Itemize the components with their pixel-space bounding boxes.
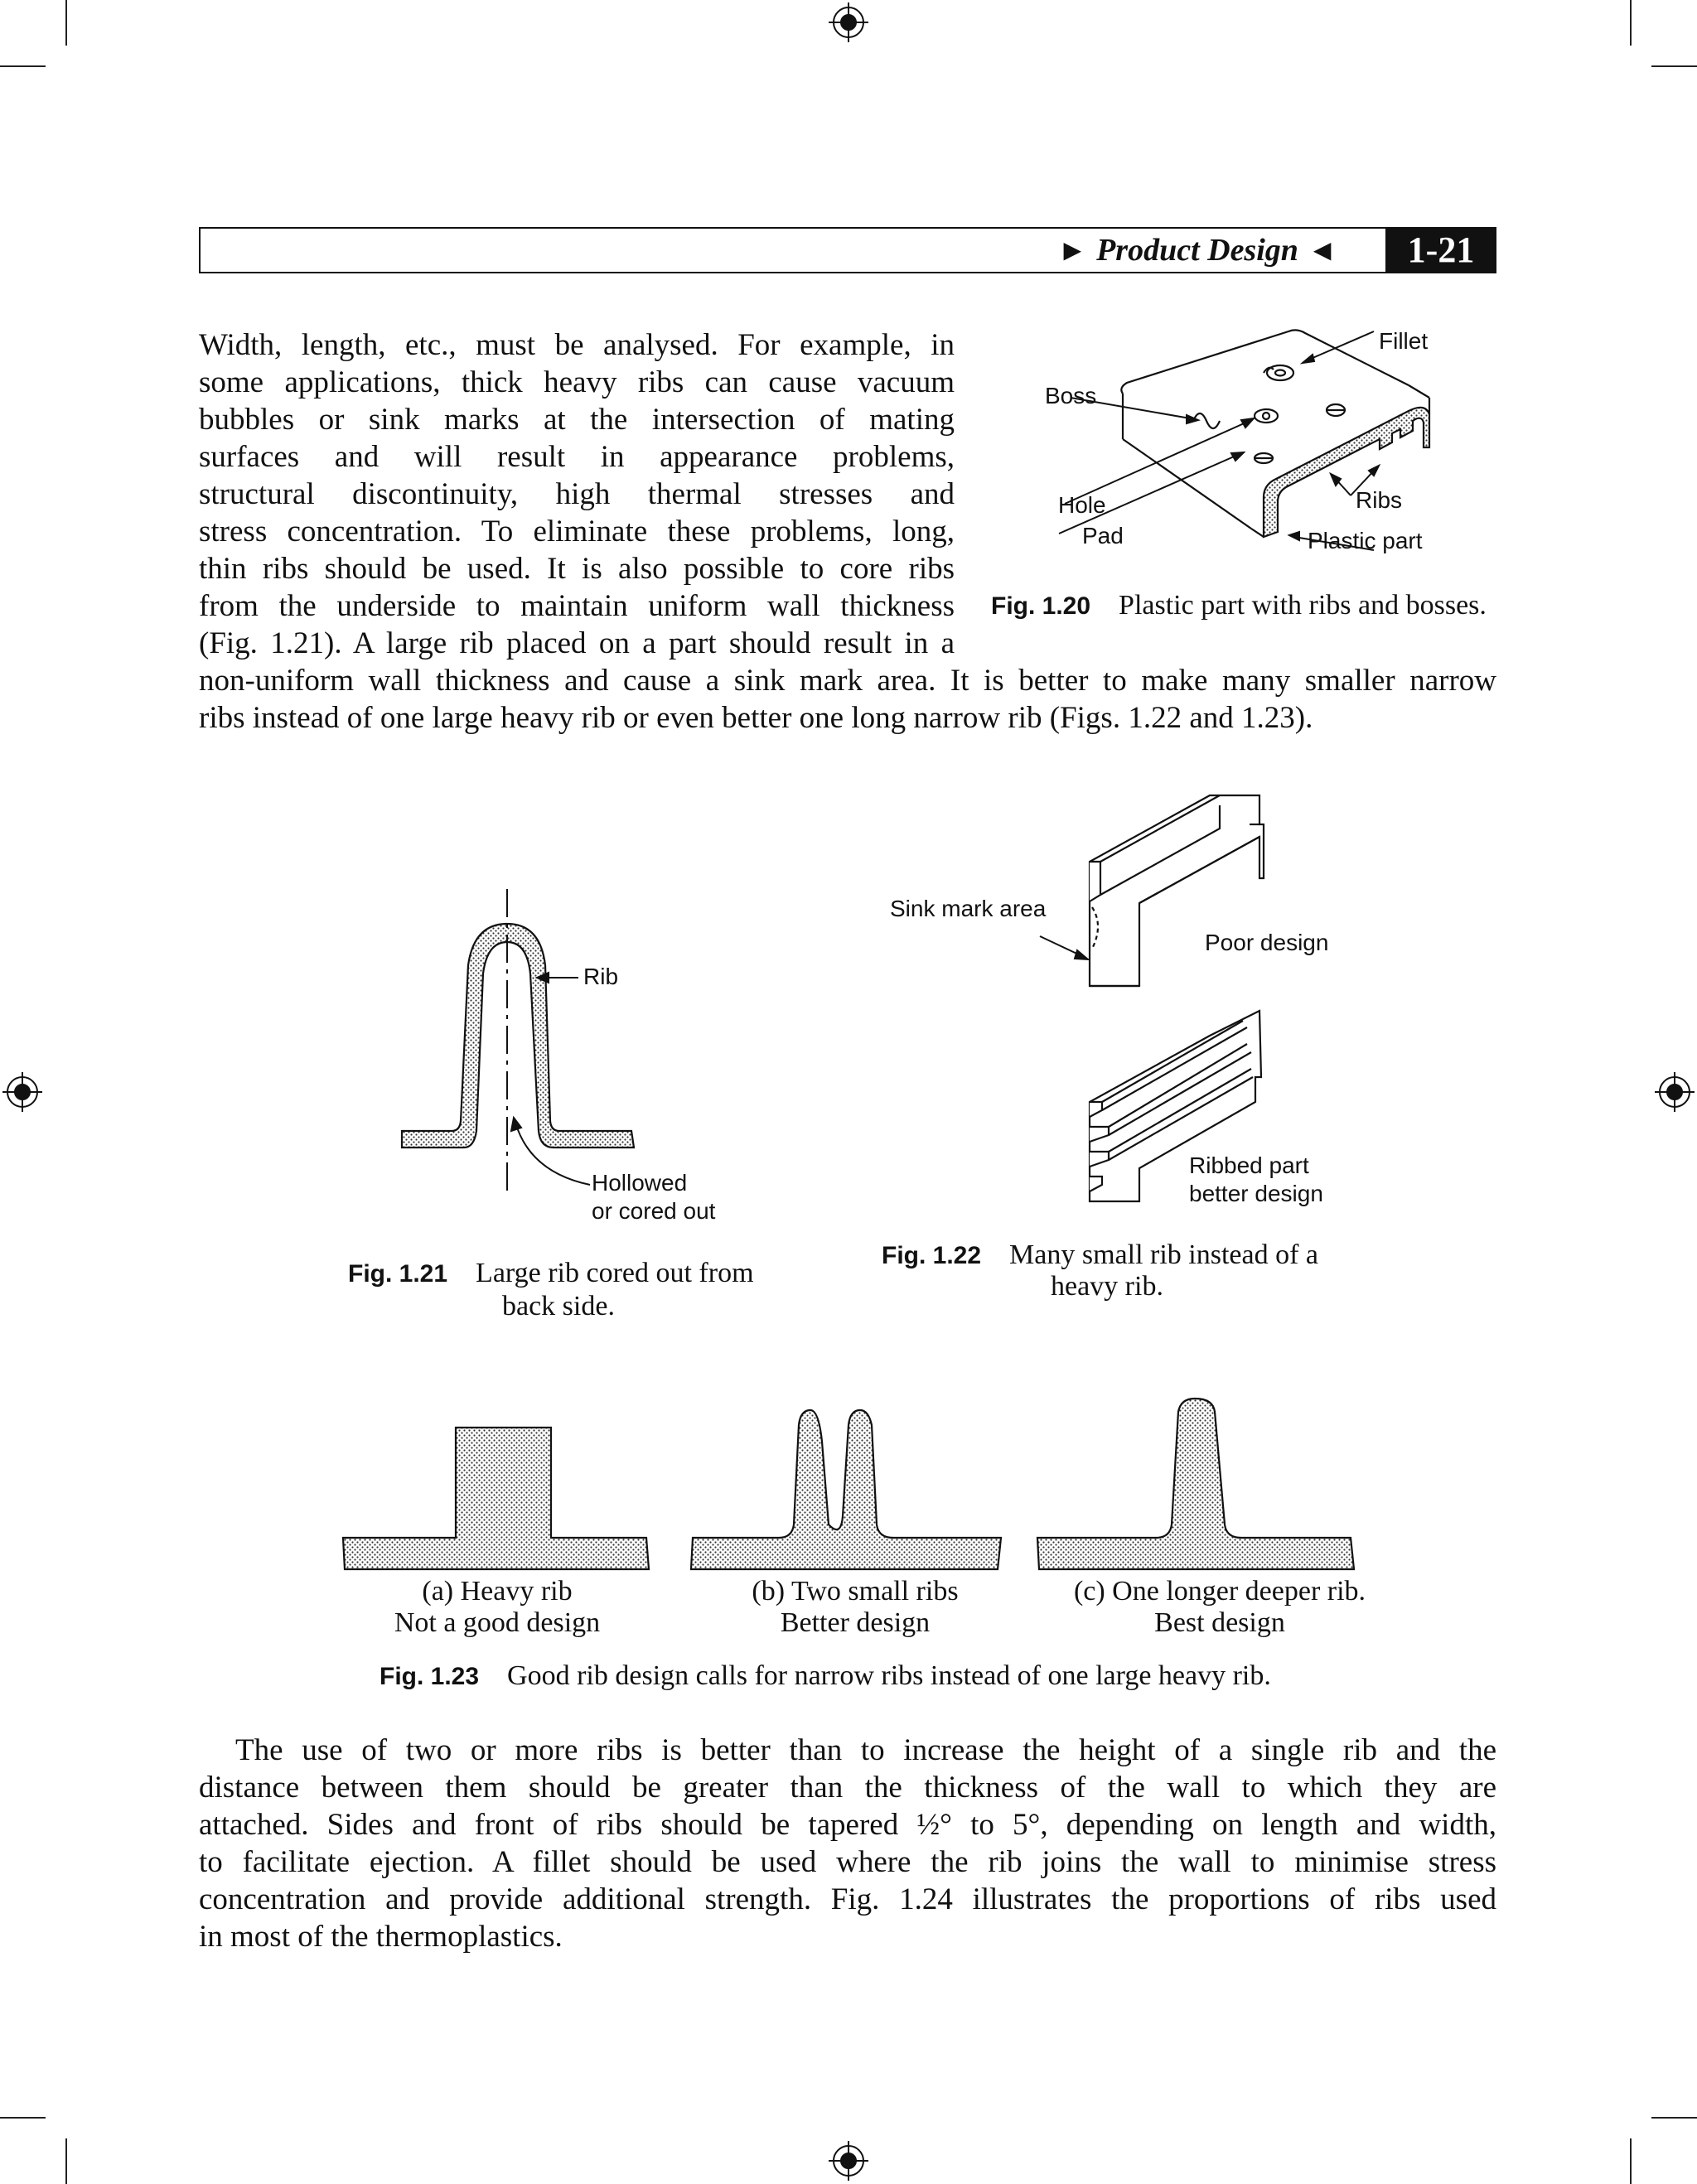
text-line: thin ribs should be used. It is also possible to core ribs xyxy=(199,552,955,586)
fig-1-21-caption-cont: back side. xyxy=(502,1291,615,1322)
text-line: bubbles or sink marks at the intersection of mating xyxy=(199,403,955,437)
text-line: in most of the thermoplastics. xyxy=(199,1920,563,1954)
fig-1-23-label-c-line2: Best design xyxy=(1154,1607,1285,1638)
fig-1-20-label-boss: Boss xyxy=(1045,383,1097,408)
text-line: The use of two or more ribs is better than to increase the height of a single rib and the xyxy=(235,1733,1496,1767)
figure-number: Fig. 1.23 xyxy=(380,1663,480,1690)
fig-1-23-long-rib xyxy=(1037,1399,1354,1569)
fig-1-22-label-poor-design: Poor design xyxy=(1205,930,1329,955)
fig-1-21-label-rib: Rib xyxy=(583,964,619,989)
fig-1-23-label-a xyxy=(331,1576,663,1639)
fig-1-23-caption xyxy=(380,1660,1271,1692)
registration-mark-right xyxy=(1655,1072,1695,1112)
fig-1-20-label-pad: Pad xyxy=(1082,523,1124,548)
triangle-right-icon: ▶ xyxy=(1063,238,1082,263)
fig-1-23-label-a-line2: Not a good design xyxy=(394,1607,601,1638)
fig-1-23-heavy-rib xyxy=(343,1428,649,1569)
text-line: ribs instead of one large heavy rib or even better one long narrow rib (Figs. 1.22 and 1.23). xyxy=(199,701,1313,735)
figure-caption-text: Large rib cored out from xyxy=(476,1258,754,1288)
fig-1-22-drawing xyxy=(1036,787,1301,1210)
text-line: Width, length, etc., must be analysed. For example, in xyxy=(199,328,955,362)
text-line: from the underside to maintain uniform wall thickness xyxy=(199,589,955,623)
fig-1-22-caption-cont: heavy rib. xyxy=(1051,1271,1163,1302)
text-line: non-uniform wall thickness and cause a sink mark area. It is better to make many smaller narrow xyxy=(199,664,1496,698)
figure-number: Fig. 1.20 xyxy=(991,592,1091,620)
fig-1-21-label-hollowed: Hollowed xyxy=(592,1170,688,1196)
registration-mark-bottom xyxy=(829,2141,868,2181)
fig-1-22-label-sink-mark-area: Sink mark area xyxy=(890,896,1047,921)
fig-1-20-label-hole: Hole xyxy=(1058,492,1106,518)
text-line: stress concentration. To eliminate these problems, long, xyxy=(199,515,955,548)
fig-1-21-caption xyxy=(348,1258,754,1289)
fig-1-23-label-b-line1: (b) Two small ribs xyxy=(752,1576,959,1607)
figure-caption-text: Plastic part with ribs and bosses. xyxy=(1119,590,1487,621)
text-line: concentration and provide additional strength. Fig. 1.24 illustrates the proportions of ribs used xyxy=(199,1882,1496,1916)
triangle-left-icon: ◀ xyxy=(1313,238,1332,263)
fig-1-20-label-fillet: Fillet xyxy=(1379,328,1429,354)
running-title: Product Design xyxy=(1096,233,1298,268)
fig-1-23-two-small-ribs xyxy=(691,1410,1001,1569)
figure-number: Fig. 1.21 xyxy=(348,1260,448,1288)
fig-1-22-label-better-design: better design xyxy=(1189,1181,1323,1206)
page-number: 1-21 xyxy=(1385,227,1496,273)
fig-1-21-label-cored-out: or cored out xyxy=(592,1198,716,1224)
fig-1-20-label-ribs: Ribs xyxy=(1356,487,1403,513)
closing-paragraph xyxy=(199,1732,1496,1955)
fig-1-20-drawing xyxy=(978,315,1442,563)
fig-1-23-label-c-line1: (c) One longer deeper rib. xyxy=(1073,1576,1366,1607)
fig-1-22-label-ribbed-part: Ribbed part xyxy=(1189,1152,1309,1178)
text-line: to facilitate ejection. A fillet should be used where the rib joins the wall to minimise stress xyxy=(199,1845,1496,1879)
fig-1-21-drawing xyxy=(398,882,646,1201)
figure-number: Fig. 1.22 xyxy=(882,1242,982,1269)
fig-1-22-caption xyxy=(882,1239,1318,1271)
text-line: some applications, thick heavy ribs can cause vacuum xyxy=(199,365,955,399)
fig-1-23-label-a-line1: (a) Heavy rib xyxy=(422,1576,573,1607)
text-line: surfaces and will result in appearance problems, xyxy=(199,440,955,474)
fig-1-20-label-plastic-part: Plastic part xyxy=(1308,528,1423,553)
registration-mark-top xyxy=(829,2,868,42)
text-line: distance between them should be greater than the thickness of the wall to which they are xyxy=(199,1771,1496,1805)
text-line: attached. Sides and front of ribs should be tapered ½° to 5°, depending on length and width, xyxy=(199,1808,1496,1842)
fig-1-20-caption xyxy=(991,590,1487,621)
registration-mark-left xyxy=(2,1072,42,1112)
text-line: (Fig. 1.21). A large rib placed on a part should result in a xyxy=(199,626,955,660)
fig-1-23-label-b xyxy=(689,1576,1021,1639)
running-header xyxy=(1019,227,1375,273)
fig-1-23-drawing xyxy=(331,1392,1367,1578)
fig-1-23-label-b-line2: Better design xyxy=(780,1607,931,1638)
figure-caption-text: Good rib design calls for narrow ribs instead of one large heavy rib. xyxy=(507,1660,1271,1691)
figure-caption-text: Many small rib instead of a xyxy=(1009,1239,1319,1270)
text-line: structural discontinuity, high thermal stresses and xyxy=(199,477,955,511)
fig-1-23-label-c xyxy=(1054,1576,1385,1639)
